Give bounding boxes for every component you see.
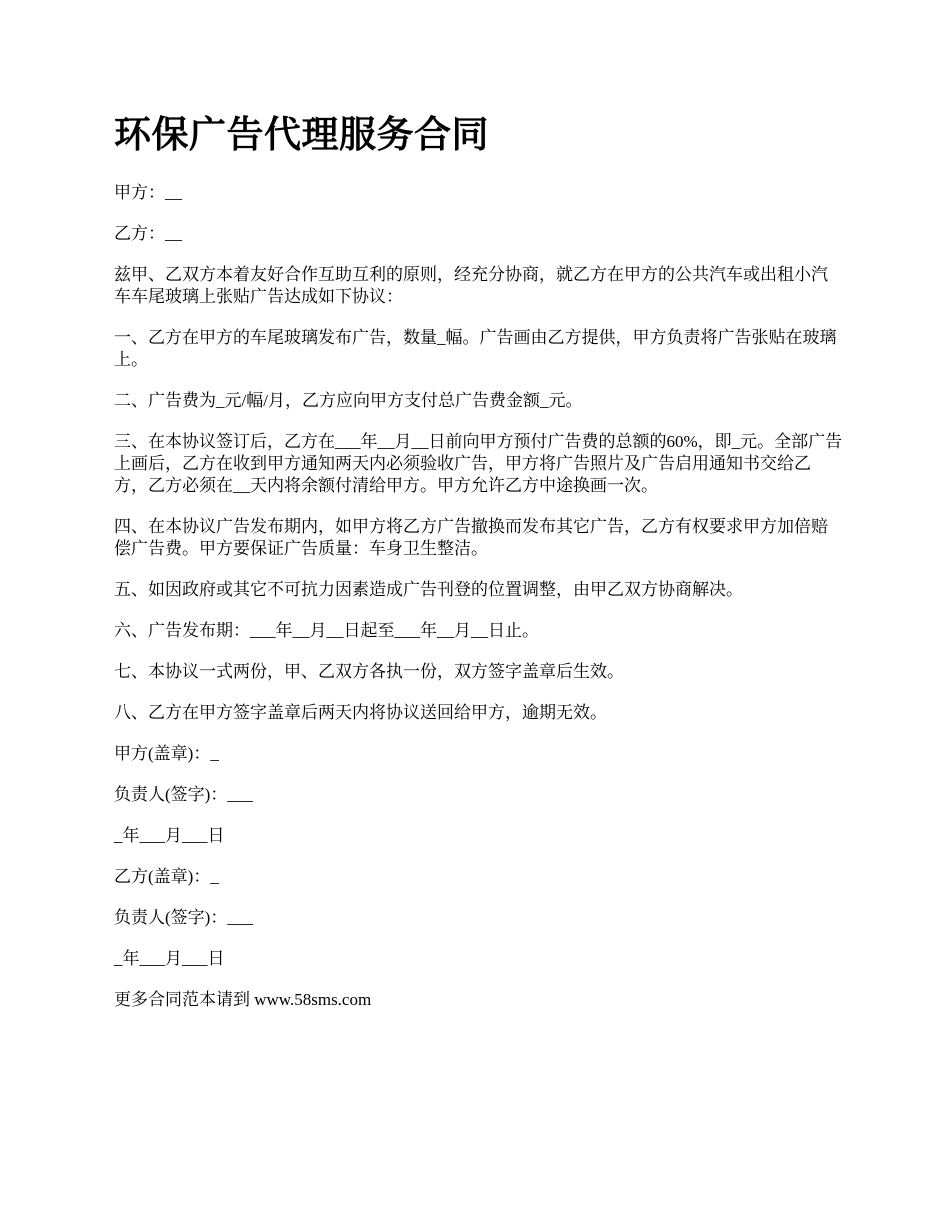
footer-link-text: 更多合同范本请到 www.58sms.com xyxy=(114,990,372,1009)
party-b-date-line: _年___月___日 xyxy=(114,949,225,968)
party-a-seal-line: 甲方(盖章)：_ xyxy=(114,744,219,763)
clause-6: 六、广告发布期：___年__月__日起至___年__月__日止。 xyxy=(114,621,539,640)
document-body xyxy=(114,112,844,1030)
clause-3: 三、在本协议签订后，乙方在___年__月__日前向甲方预付广告费的总额的60%，即_元。全部广告上画后，乙方在收到甲方通知两天内必须验收广告，甲方将广告照片及广告启用通知书交给乙方，乙方必须在__天内将余额付清给甲方。甲方允许乙方中途换画一次。 xyxy=(114,432,843,495)
intro-paragraph: 兹甲、乙双方本着友好合作互助互利的原则，经充分协商，就乙方在甲方的公共汽车或出租小汽车车尾玻璃上张贴广告达成如下协议： xyxy=(114,265,828,306)
party-a-line: 甲方：__ xyxy=(114,183,182,202)
document-title: 环保广告代理服务合同 xyxy=(114,115,489,156)
clause-7: 七、本协议一式两份，甲、乙双方各执一份，双方签字盖章后生效。 xyxy=(114,662,624,681)
clause-1: 一、乙方在甲方的车尾玻璃发布广告，数量_幅。广告画由乙方提供，甲方负责将广告张贴在玻璃上。 xyxy=(114,328,837,369)
clause-8: 八、乙方在甲方签字盖章后两天内将协议送回给甲方，逾期无效。 xyxy=(114,703,607,722)
clause-2: 二、广告费为_元/幅/月，乙方应向甲方支付总广告费金额_元。 xyxy=(114,391,583,410)
party-b-seal-line: 乙方(盖章)：_ xyxy=(114,867,219,886)
party-b-signer-line: 负责人(签字)：___ xyxy=(114,908,253,927)
clause-5: 五、如因政府或其它不可抗力因素造成广告刊登的位置调整，由甲乙双方协商解决。 xyxy=(114,580,743,599)
party-a-signer-line: 负责人(签字)：___ xyxy=(114,785,253,804)
party-a-date-line: _年___月___日 xyxy=(114,826,225,845)
clause-4: 四、在本协议广告发布期内，如甲方将乙方广告撤换而发布其它广告，乙方有权要求甲方加倍赔偿广告费。甲方要保证广告质量：车身卫生整洁。 xyxy=(114,517,828,558)
party-b-line: 乙方：__ xyxy=(114,224,182,243)
